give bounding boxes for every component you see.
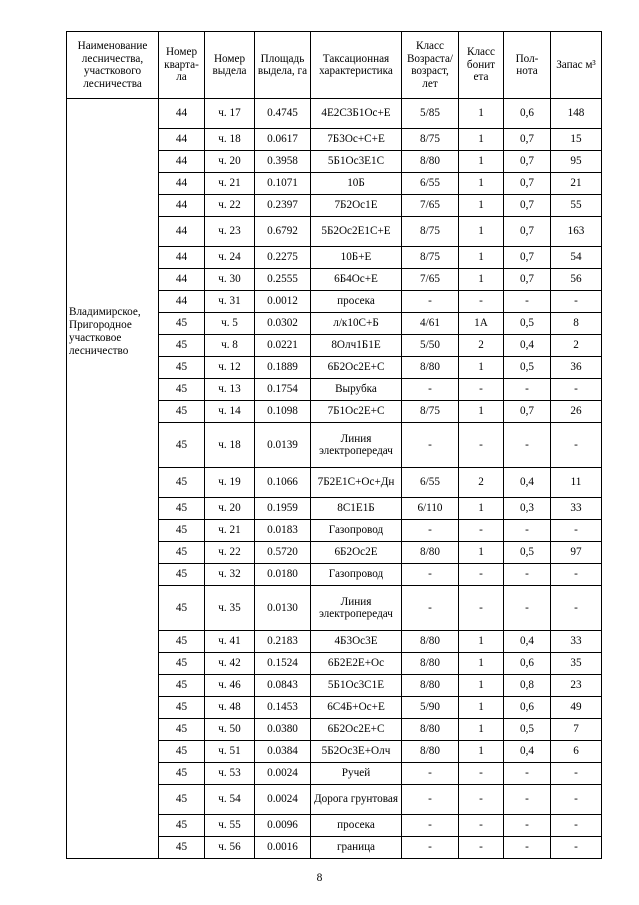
cell-section: ч. 48 [205, 697, 255, 719]
cell-taxation: 4Е2С3Б1Ос+Е [311, 99, 402, 129]
cell-quarter: 44 [159, 217, 205, 247]
cell-density: 0,7 [504, 217, 551, 247]
cell-taxation: 7Б2Ос1Е [311, 195, 402, 217]
cell-age: 6/55 [402, 173, 459, 195]
cell-bonitet: - [459, 815, 504, 837]
cell-section: ч. 32 [205, 564, 255, 586]
cell-taxation: Ручей [311, 763, 402, 785]
cell-section: ч. 30 [205, 269, 255, 291]
cell-area: 0.1959 [255, 498, 311, 520]
cell-section: ч. 50 [205, 719, 255, 741]
header-section-area: Площадь выдела, га [255, 32, 311, 99]
cell-age: 6/110 [402, 498, 459, 520]
cell-taxation: просека [311, 291, 402, 313]
cell-section: ч. 53 [205, 763, 255, 785]
cell-bonitet: 1 [459, 401, 504, 423]
cell-bonitet: 1 [459, 195, 504, 217]
cell-density: 0,3 [504, 498, 551, 520]
cell-stock: 6 [551, 741, 602, 763]
forest-inventory-table [66, 31, 602, 859]
cell-taxation: 5Б1Ос3С1Е [311, 675, 402, 697]
cell-age: 8/75 [402, 217, 459, 247]
cell-section: ч. 41 [205, 631, 255, 653]
cell-taxation: Газопровод [311, 564, 402, 586]
cell-stock: - [551, 837, 602, 859]
cell-area: 0.2555 [255, 269, 311, 291]
cell-area: 0.0130 [255, 586, 311, 631]
cell-quarter: 44 [159, 151, 205, 173]
cell-area: 0.2183 [255, 631, 311, 653]
cell-bonitet: 1 [459, 675, 504, 697]
cell-taxation: 6Б2Ос2Е+С [311, 719, 402, 741]
cell-density: - [504, 520, 551, 542]
cell-quarter: 44 [159, 195, 205, 217]
header-section-number: Номер выдела [205, 32, 255, 99]
cell-section: ч. 17 [205, 99, 255, 129]
cell-bonitet: 1А [459, 313, 504, 335]
cell-density: 0,7 [504, 129, 551, 151]
cell-stock: 163 [551, 217, 602, 247]
cell-bonitet: - [459, 291, 504, 313]
cell-density: - [504, 379, 551, 401]
cell-taxation: 7Б1Ос2Е+С [311, 401, 402, 423]
cell-taxation: 6Б2Ос2Е [311, 542, 402, 564]
cell-quarter: 45 [159, 542, 205, 564]
cell-bonitet: - [459, 586, 504, 631]
cell-quarter: 44 [159, 173, 205, 195]
cell-age: 8/80 [402, 653, 459, 675]
cell-quarter: 45 [159, 564, 205, 586]
cell-density: 0,7 [504, 401, 551, 423]
cell-stock: - [551, 291, 602, 313]
header-taxation: Таксационная характеристика [311, 32, 402, 99]
cell-taxation: Газопровод [311, 520, 402, 542]
cell-area: 0.0380 [255, 719, 311, 741]
cell-age: - [402, 763, 459, 785]
cell-density: 0,8 [504, 675, 551, 697]
cell-section: ч. 22 [205, 542, 255, 564]
cell-age: - [402, 291, 459, 313]
cell-age: 8/80 [402, 719, 459, 741]
cell-area: 0.0096 [255, 815, 311, 837]
cell-density: 0,5 [504, 719, 551, 741]
cell-age: 4/61 [402, 313, 459, 335]
cell-bonitet: 1 [459, 631, 504, 653]
cell-taxation: 8С1Е1Б [311, 498, 402, 520]
cell-bonitet: - [459, 379, 504, 401]
cell-area: 0.1066 [255, 468, 311, 498]
cell-quarter: 45 [159, 335, 205, 357]
cell-section: ч. 5 [205, 313, 255, 335]
cell-section: ч. 51 [205, 741, 255, 763]
cell-taxation: Вырубка [311, 379, 402, 401]
cell-quarter: 45 [159, 631, 205, 653]
cell-age: 5/50 [402, 335, 459, 357]
cell-area: 0.0016 [255, 837, 311, 859]
cell-taxation: Линия электропередач [311, 423, 402, 468]
cell-section: ч. 54 [205, 785, 255, 815]
page-number: 8 [316, 872, 323, 884]
cell-area: 0.3958 [255, 151, 311, 173]
cell-bonitet: 1 [459, 173, 504, 195]
cell-density: - [504, 291, 551, 313]
cell-age: 8/80 [402, 675, 459, 697]
cell-bonitet: 1 [459, 357, 504, 379]
cell-stock: 54 [551, 247, 602, 269]
cell-density: 0,5 [504, 357, 551, 379]
cell-quarter: 45 [159, 586, 205, 631]
cell-bonitet: 1 [459, 542, 504, 564]
cell-bonitet: 1 [459, 653, 504, 675]
cell-section: ч. 12 [205, 357, 255, 379]
cell-section: ч. 46 [205, 675, 255, 697]
cell-density: 0,7 [504, 247, 551, 269]
cell-taxation: 5Б2Ос2Е1С+Е [311, 217, 402, 247]
cell-age: 5/85 [402, 99, 459, 129]
cell-taxation: 6Б4Ос+Е [311, 269, 402, 291]
header-quarter-number: Номер кварта-ла [159, 32, 205, 99]
cell-taxation: Дорога грунтовая [311, 785, 402, 815]
cell-density: - [504, 423, 551, 468]
cell-quarter: 45 [159, 379, 205, 401]
cell-area: 0.1098 [255, 401, 311, 423]
cell-density: 0,5 [504, 542, 551, 564]
cell-quarter: 44 [159, 129, 205, 151]
cell-section: ч. 20 [205, 498, 255, 520]
cell-stock: 95 [551, 151, 602, 173]
cell-area: 0.2397 [255, 195, 311, 217]
cell-bonitet: 1 [459, 99, 504, 129]
cell-bonitet: - [459, 785, 504, 815]
cell-stock: 15 [551, 129, 602, 151]
cell-age: - [402, 379, 459, 401]
cell-taxation: 10Б+Е [311, 247, 402, 269]
cell-stock: 33 [551, 498, 602, 520]
cell-section: ч. 13 [205, 379, 255, 401]
cell-density: 0,6 [504, 697, 551, 719]
cell-taxation: Линия электропередач [311, 586, 402, 631]
cell-section: ч. 21 [205, 173, 255, 195]
cell-taxation: 6Б2Е2Е+Ос [311, 653, 402, 675]
cell-quarter: 45 [159, 653, 205, 675]
header-density: Пол-нота [504, 32, 551, 99]
cell-density: - [504, 763, 551, 785]
cell-bonitet: - [459, 763, 504, 785]
cell-age: 8/80 [402, 151, 459, 173]
cell-age: 8/80 [402, 631, 459, 653]
cell-density: 0,6 [504, 99, 551, 129]
cell-stock: - [551, 763, 602, 785]
table-header-row [67, 32, 602, 99]
cell-quarter: 45 [159, 785, 205, 815]
cell-stock: 26 [551, 401, 602, 423]
cell-stock: 55 [551, 195, 602, 217]
cell-section: ч. 55 [205, 815, 255, 837]
cell-area: 0.1453 [255, 697, 311, 719]
cell-age: 7/65 [402, 195, 459, 217]
cell-age: - [402, 586, 459, 631]
cell-stock: 56 [551, 269, 602, 291]
cell-age: 8/80 [402, 542, 459, 564]
cell-bonitet: 1 [459, 151, 504, 173]
cell-age: 8/80 [402, 357, 459, 379]
cell-quarter: 44 [159, 247, 205, 269]
cell-density: 0,4 [504, 335, 551, 357]
cell-quarter: 45 [159, 697, 205, 719]
cell-stock: - [551, 815, 602, 837]
cell-taxation: л/к10С+Б [311, 313, 402, 335]
cell-section: ч. 18 [205, 423, 255, 468]
cell-bonitet: 1 [459, 129, 504, 151]
cell-bonitet: 1 [459, 247, 504, 269]
cell-age: 8/80 [402, 741, 459, 763]
cell-density: 0,6 [504, 653, 551, 675]
cell-section: ч. 19 [205, 468, 255, 498]
cell-area: 0.1889 [255, 357, 311, 379]
cell-quarter: 45 [159, 401, 205, 423]
cell-density: - [504, 586, 551, 631]
cell-area: 0.0617 [255, 129, 311, 151]
cell-area: 0.0384 [255, 741, 311, 763]
header-stock: Запас м³ [551, 32, 602, 99]
cell-section: ч. 56 [205, 837, 255, 859]
cell-taxation: граница [311, 837, 402, 859]
cell-bonitet: 1 [459, 719, 504, 741]
cell-taxation: 6С4Б+Ос+Е [311, 697, 402, 719]
cell-density: 0,7 [504, 269, 551, 291]
cell-taxation: 8Олч1Б1Е [311, 335, 402, 357]
cell-density: 0,4 [504, 741, 551, 763]
cell-stock: 36 [551, 357, 602, 379]
cell-area: 0.0012 [255, 291, 311, 313]
cell-quarter: 45 [159, 520, 205, 542]
cell-age: - [402, 815, 459, 837]
cell-age: - [402, 785, 459, 815]
cell-section: ч. 14 [205, 401, 255, 423]
cell-bonitet: - [459, 520, 504, 542]
header-age-class: Класс Возраста/ возраст, лет [402, 32, 459, 99]
cell-stock: - [551, 423, 602, 468]
cell-section: ч. 24 [205, 247, 255, 269]
cell-stock: - [551, 586, 602, 631]
cell-section: ч. 21 [205, 520, 255, 542]
cell-bonitet: 1 [459, 269, 504, 291]
cell-density: 0,5 [504, 313, 551, 335]
cell-area: 0.0139 [255, 423, 311, 468]
header-bonitet-class: Класс бонит ета [459, 32, 504, 99]
cell-section: ч. 31 [205, 291, 255, 313]
cell-area: 0.0302 [255, 313, 311, 335]
cell-area: 0.0180 [255, 564, 311, 586]
table-body [67, 99, 602, 859]
cell-area: 0.4745 [255, 99, 311, 129]
cell-density: - [504, 564, 551, 586]
cell-age: - [402, 520, 459, 542]
cell-area: 0.1071 [255, 173, 311, 195]
cell-taxation: 10Б [311, 173, 402, 195]
cell-quarter: 44 [159, 269, 205, 291]
cell-density: 0,7 [504, 151, 551, 173]
header-forestry-name: Наименование лесничества, участкового лесничества [67, 32, 159, 99]
cell-density: 0,7 [504, 195, 551, 217]
cell-stock: - [551, 564, 602, 586]
cell-area: 0.6792 [255, 217, 311, 247]
cell-age: - [402, 837, 459, 859]
cell-density: - [504, 815, 551, 837]
cell-quarter: 45 [159, 837, 205, 859]
cell-bonitet: 2 [459, 335, 504, 357]
cell-quarter: 45 [159, 763, 205, 785]
cell-taxation: 7Б2Е1С+Ос+Дн [311, 468, 402, 498]
cell-forestry-name: Владимирское, Пригородное участковое лесничество [67, 99, 159, 859]
cell-section: ч. 20 [205, 151, 255, 173]
cell-stock: 35 [551, 653, 602, 675]
cell-age: - [402, 423, 459, 468]
cell-quarter: 45 [159, 675, 205, 697]
cell-density: 0,4 [504, 631, 551, 653]
cell-bonitet: 1 [459, 217, 504, 247]
cell-taxation: просека [311, 815, 402, 837]
cell-area: 0.1524 [255, 653, 311, 675]
cell-stock: 7 [551, 719, 602, 741]
cell-quarter: 44 [159, 99, 205, 129]
cell-bonitet: 1 [459, 498, 504, 520]
cell-quarter: 45 [159, 741, 205, 763]
cell-stock: 148 [551, 99, 602, 129]
cell-quarter: 45 [159, 357, 205, 379]
cell-quarter: 45 [159, 313, 205, 335]
cell-stock: 11 [551, 468, 602, 498]
cell-area: 0.0221 [255, 335, 311, 357]
cell-area: 0.0843 [255, 675, 311, 697]
cell-quarter: 45 [159, 423, 205, 468]
cell-taxation: 6Б2Ос2Е+С [311, 357, 402, 379]
cell-taxation: 5Б2Ос3Е+Олч [311, 741, 402, 763]
cell-taxation: 4Б3Ос3Е [311, 631, 402, 653]
cell-area: 0.5720 [255, 542, 311, 564]
cell-quarter: 45 [159, 468, 205, 498]
cell-quarter: 45 [159, 498, 205, 520]
cell-section: ч. 8 [205, 335, 255, 357]
cell-stock: 23 [551, 675, 602, 697]
cell-density: - [504, 837, 551, 859]
cell-age: 8/75 [402, 401, 459, 423]
cell-bonitet: - [459, 564, 504, 586]
cell-age: 8/75 [402, 247, 459, 269]
cell-taxation: 7Б3Ос+С+Е [311, 129, 402, 151]
cell-stock: 49 [551, 697, 602, 719]
cell-stock: 33 [551, 631, 602, 653]
cell-section: ч. 42 [205, 653, 255, 675]
cell-stock: 2 [551, 335, 602, 357]
cell-bonitet: 1 [459, 697, 504, 719]
cell-section: ч. 22 [205, 195, 255, 217]
cell-age: 5/90 [402, 697, 459, 719]
cell-section: ч. 23 [205, 217, 255, 247]
cell-age: 8/75 [402, 129, 459, 151]
cell-area: 0.1754 [255, 379, 311, 401]
cell-quarter: 45 [159, 815, 205, 837]
cell-bonitet: 1 [459, 741, 504, 763]
cell-stock: 8 [551, 313, 602, 335]
cell-area: 0.2275 [255, 247, 311, 269]
cell-taxation: 5Б1Ос3Е1С [311, 151, 402, 173]
cell-quarter: 44 [159, 291, 205, 313]
cell-section: ч. 35 [205, 586, 255, 631]
cell-density: - [504, 785, 551, 815]
cell-stock: 97 [551, 542, 602, 564]
cell-density: 0,4 [504, 468, 551, 498]
cell-age: 7/65 [402, 269, 459, 291]
cell-section: ч. 18 [205, 129, 255, 151]
cell-quarter: 45 [159, 719, 205, 741]
cell-bonitet: 2 [459, 468, 504, 498]
cell-density: 0,7 [504, 173, 551, 195]
table-row [67, 99, 602, 129]
cell-area: 0.0024 [255, 785, 311, 815]
cell-area: 0.0024 [255, 763, 311, 785]
cell-stock: 21 [551, 173, 602, 195]
cell-bonitet: - [459, 423, 504, 468]
cell-stock: - [551, 785, 602, 815]
cell-stock: - [551, 379, 602, 401]
cell-area: 0.0183 [255, 520, 311, 542]
cell-age: 6/55 [402, 468, 459, 498]
cell-age: - [402, 564, 459, 586]
cell-stock: - [551, 520, 602, 542]
cell-bonitet: - [459, 837, 504, 859]
